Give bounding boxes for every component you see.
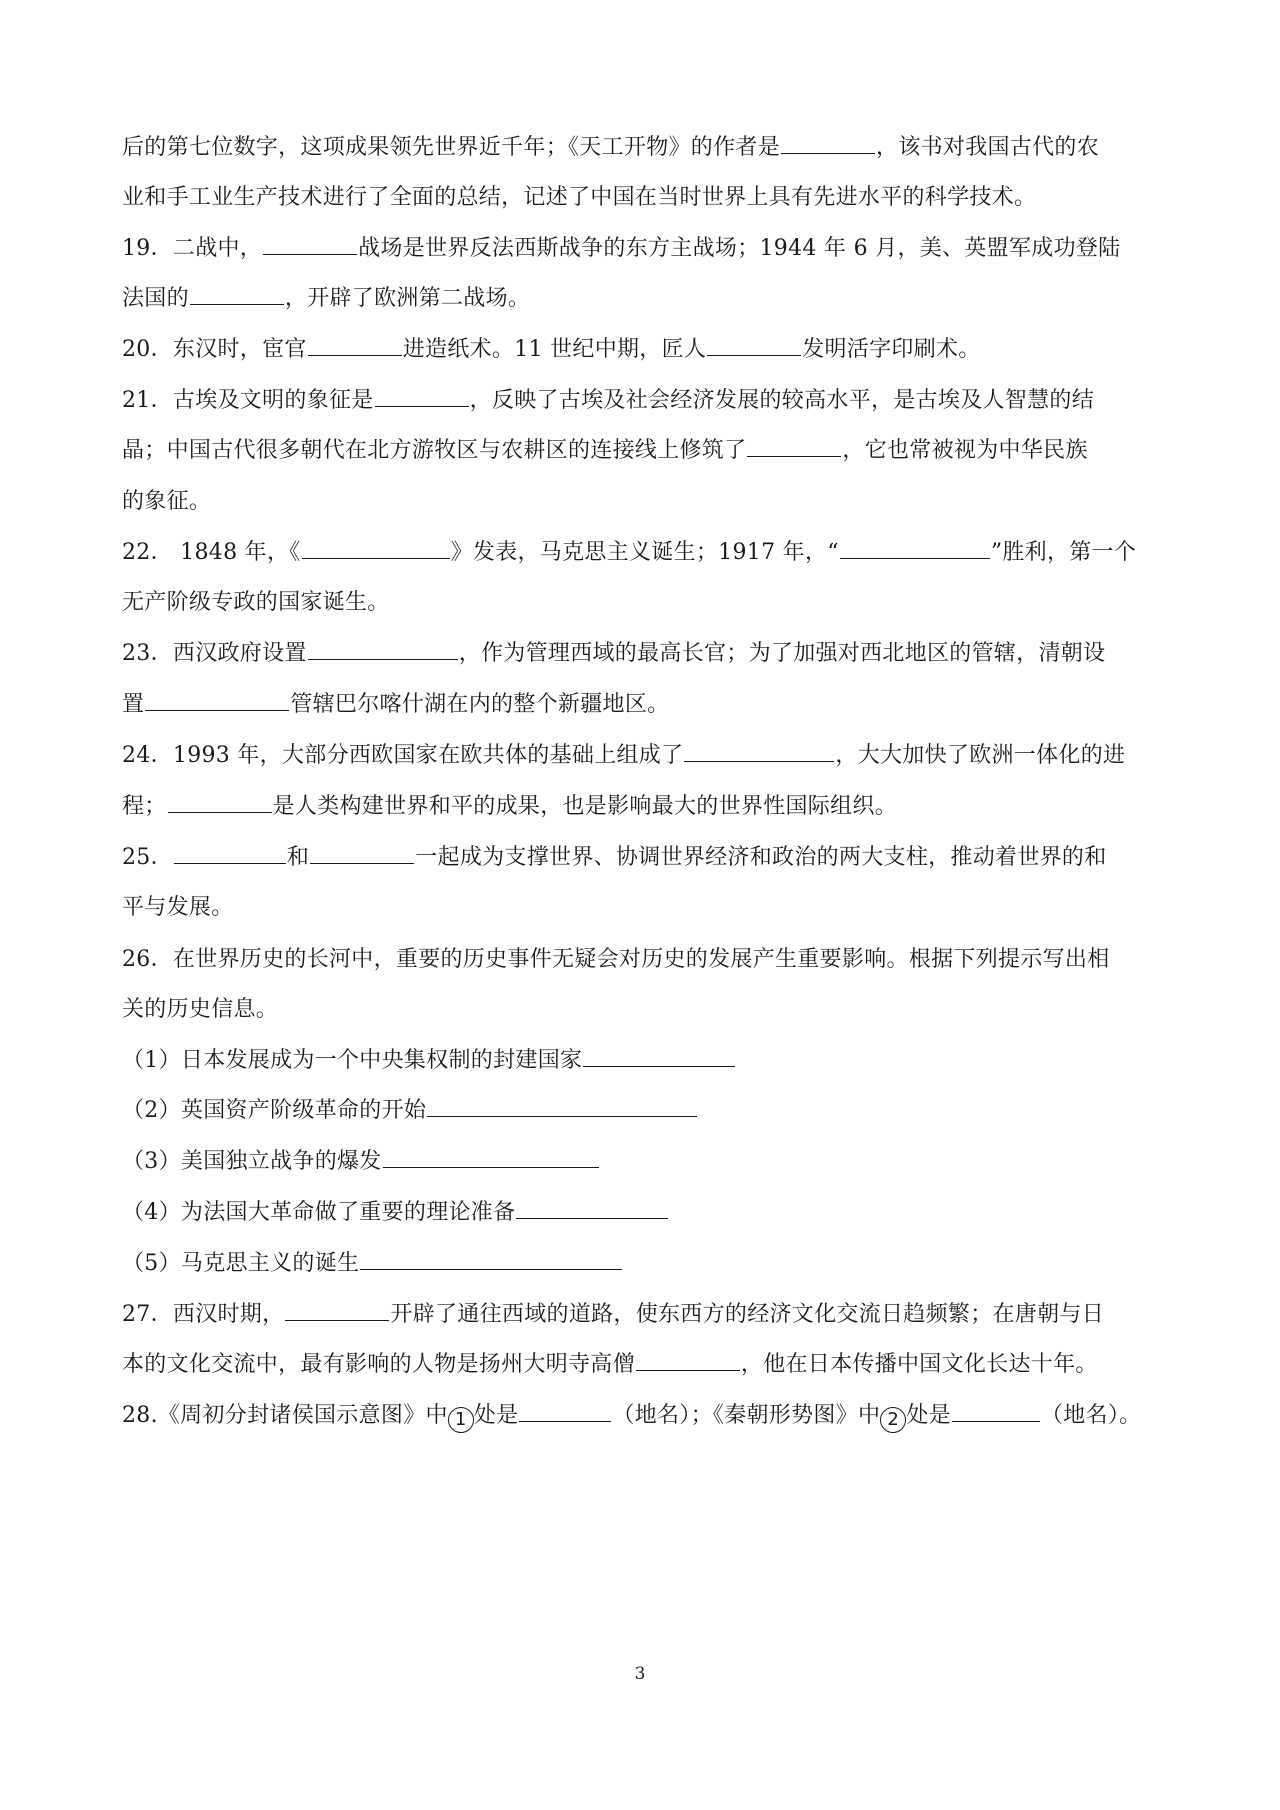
- q24-line-2: [122, 792, 1162, 822]
- q23-line-1: [122, 639, 1162, 669]
- q26-item-4: [122, 1198, 1162, 1228]
- q26-item-3: [122, 1147, 1162, 1177]
- q23-text: ，作为管理西域的最高长官；为了加强对西北地区的管辖，清朝设: [458, 641, 1106, 666]
- q26-blank-5[interactable]: [360, 1249, 622, 1270]
- q26-text: 关的历史信息。: [122, 997, 279, 1022]
- q26-blank-4[interactable]: [516, 1198, 668, 1219]
- q26-blank-3[interactable]: [383, 1147, 599, 1168]
- q22-text: 22． 1848 年，《: [122, 540, 301, 565]
- q18-line-1: [122, 133, 1162, 163]
- q22-line-1: [122, 538, 1162, 568]
- q20-blank-1[interactable]: [308, 335, 402, 356]
- q20-text: 20．东汉时，宦官: [122, 337, 307, 362]
- q24-text: 是人类构建世界和平的成果，也是影响最大的世界性国际组织。: [272, 794, 898, 819]
- q28-blank-1[interactable]: [519, 1401, 611, 1422]
- q26-item-text: （5）马克思主义的诞生: [122, 1251, 360, 1276]
- q26-item-5: [122, 1249, 1162, 1279]
- q22-text: ”胜利，第一个: [990, 540, 1137, 565]
- q20-line: [122, 335, 1162, 365]
- q24-blank-1[interactable]: [684, 741, 834, 762]
- q25-blank-1[interactable]: [174, 843, 286, 864]
- q26-item-1: [122, 1046, 1162, 1076]
- q21-blank-2[interactable]: [747, 436, 841, 457]
- q24-line-1: [122, 741, 1162, 771]
- q28-text: 处是: [473, 1403, 519, 1428]
- q27-blank-2[interactable]: [636, 1350, 740, 1371]
- q21-text: 21．古埃及文明的象征是: [122, 388, 374, 413]
- q28-line: [122, 1401, 1162, 1433]
- q24-text: ，大大加快了欧洲一体化的进: [835, 743, 1126, 768]
- q19-text: 19．二战中，: [122, 236, 263, 261]
- q21-text: 晶；中国古代很多朝代在北方游牧区与农耕区的连接线上修筑了: [122, 438, 747, 463]
- q22-blank-2[interactable]: [840, 538, 990, 559]
- circled-number-2: 2: [880, 1407, 906, 1433]
- q26-item-text: （4）为法国大革命做了重要的理论准备: [122, 1200, 516, 1225]
- q18-blank-author[interactable]: [781, 133, 875, 154]
- q28-text: （地名）；《秦朝形势图》中: [612, 1403, 881, 1428]
- q21-blank-1[interactable]: [375, 386, 469, 407]
- q26-blank-1[interactable]: [583, 1046, 735, 1067]
- q27-text: 27．西汉时期，: [122, 1302, 285, 1327]
- q25-blank-2[interactable]: [310, 843, 414, 864]
- circled-number-1: 1: [448, 1407, 474, 1433]
- q22-line-2: [122, 588, 1162, 618]
- q26-line-1: [122, 945, 1162, 975]
- q20-text: 进造纸术。11 世纪中期，匠人: [402, 337, 707, 362]
- q23-blank-2[interactable]: [145, 690, 289, 711]
- q18-text: ，该书对我国古代的农: [876, 135, 1100, 160]
- q21-text: 的象征。: [122, 489, 212, 514]
- q26-item-2: [122, 1096, 1162, 1126]
- q26-item-text: （3）美国独立战争的爆发: [122, 1149, 382, 1174]
- q18-text: 后的第七位数字，这项成果领先世界近千年；《天工开物》的作者是: [122, 135, 781, 160]
- q19-blank-1[interactable]: [263, 234, 357, 255]
- q19-line-1: [122, 234, 1162, 264]
- q25-text: 平与发展。: [122, 895, 234, 920]
- q26-item-text: （2）英国资产阶级革命的开始: [122, 1098, 427, 1123]
- q21-line-1: [122, 386, 1162, 416]
- q28-text: （地名）。: [1040, 1403, 1142, 1428]
- q24-text: 24．1993 年，大部分西欧国家在欧共体的基础上组成了: [122, 743, 684, 768]
- q19-text: 法国的: [122, 286, 189, 311]
- q22-blank-1[interactable]: [302, 538, 450, 559]
- q20-text: 发明活字印刷术。: [802, 337, 981, 362]
- q25-text: 25．: [122, 845, 173, 870]
- q28-text: 28.《周初分封诸侯国示意图》中: [122, 1403, 448, 1428]
- q23-text: 管辖巴尔喀什湖在内的整个新疆地区。: [290, 692, 670, 717]
- q24-blank-2[interactable]: [168, 792, 272, 813]
- q18-line-2: [122, 183, 1162, 213]
- q27-line-2: [122, 1350, 1162, 1380]
- q25-text: 和: [286, 845, 310, 870]
- q27-blank-1[interactable]: [285, 1300, 389, 1321]
- q26-line-2: [122, 995, 1162, 1025]
- q23-blank-1[interactable]: [308, 639, 458, 660]
- q25-line-1: [122, 843, 1162, 873]
- q19-text: ，开辟了欧洲第二战场。: [284, 286, 531, 311]
- q25-line-2: [122, 893, 1162, 923]
- q21-line-3: [122, 487, 1162, 517]
- q27-text: ，他在日本传播中国文化长达十年。: [740, 1352, 1098, 1377]
- q19-line-2: [122, 284, 1162, 314]
- q26-item-text: （1）日本发展成为一个中央集权制的封建国家: [122, 1048, 583, 1073]
- q23-text: 23．西汉政府设置: [122, 641, 307, 666]
- q19-blank-2[interactable]: [190, 284, 284, 305]
- q28-text: 处是: [906, 1403, 951, 1428]
- q21-text: ，它也常被视为中华民族: [842, 438, 1088, 463]
- q27-text: 开辟了通往西域的道路，使东西方的经济文化交流日趋频繁；在唐朝与日: [390, 1302, 1105, 1327]
- q21-text: ，反映了古埃及社会经济发展的较高水平，是古埃及人智慧的结: [469, 388, 1095, 413]
- q18-text: 业和手工业生产技术进行了全面的总结，记述了中国在当时世界上具有先进水平的科学技术。: [122, 185, 1037, 210]
- q27-line-1: [122, 1300, 1162, 1330]
- q22-text: 》发表，马克思主义诞生；1917 年，“: [450, 540, 839, 565]
- q23-line-2: [122, 690, 1162, 720]
- page-number: 3: [634, 1664, 646, 1684]
- q26-text: 26．在世界历史的长河中，重要的历史事件无疑会对历史的发展产生重要影响。根据下列提示写出相: [122, 947, 1110, 972]
- q22-text: 无产阶级专政的国家诞生。: [122, 590, 390, 615]
- q20-blank-2[interactable]: [707, 335, 801, 356]
- q27-text: 本的文化交流中，最有影响的人物是扬州大明寺高僧: [122, 1352, 635, 1377]
- q26-blank-2[interactable]: [427, 1096, 697, 1117]
- q21-line-2: [122, 436, 1162, 466]
- q28-blank-2[interactable]: [952, 1401, 1040, 1422]
- q25-text: 一起成为支撑世界、协调世界经济和政治的两大支柱，推动着世界的和: [415, 845, 1107, 870]
- q24-text: 程；: [122, 794, 167, 819]
- q23-text: 置: [122, 692, 145, 717]
- q19-text: 战场是世界反法西斯战争的东方主战场；1944 年 6 月，美、英盟军成功登陆: [358, 236, 1121, 261]
